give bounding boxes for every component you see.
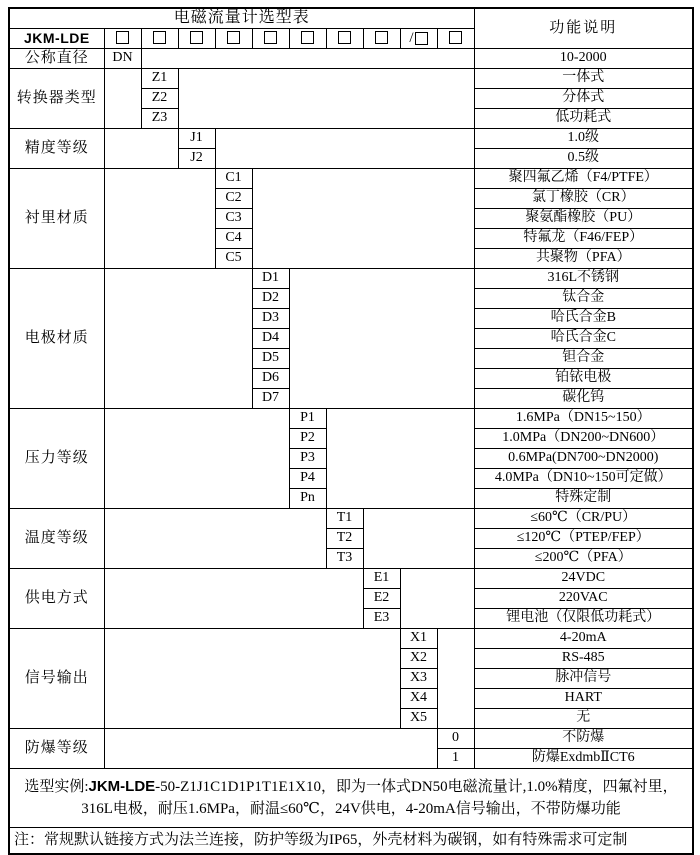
desc-cell: HART [474,689,693,709]
code-cell: X4 [400,689,437,709]
slash-separator: / [409,29,414,46]
checkbox-cell-9[interactable] [400,29,437,49]
example-row [9,769,693,828]
code-cell: D1 [252,269,289,289]
example-line1-rest: -50-Z1J1C1D1P1T1E1X10，即为一体式DN50电磁流量计,1.0%精度，四氟衬里， [155,778,678,795]
model-prefix: JKM-LDE [9,29,104,49]
spacer-cell [104,269,252,409]
code-cell: D5 [252,349,289,369]
category-label: 精度等级 [9,129,104,169]
desc-cell: 10-2000 [474,49,693,69]
spacer-cell [326,409,474,509]
code-cell: J1 [178,129,215,149]
spacer-cell [104,509,326,569]
desc-cell: 1.0MPa（DN200~DN600） [474,429,693,449]
code-cell: C1 [215,169,252,189]
spacer-cell [104,69,141,129]
desc-cell: 特氟龙（F46/FEP） [474,229,693,249]
code-cell: T2 [326,529,363,549]
example-model-code: JKM-LDE [88,777,156,795]
desc-cell: 共聚物（PFA） [474,249,693,269]
desc-cell: 碳化钨 [474,389,693,409]
desc-cell: 220VAC [474,589,693,609]
checkbox-icon[interactable] [116,31,129,44]
code-cell: T1 [326,509,363,529]
category-label: 供电方式 [9,569,104,629]
checkbox-cell-8[interactable] [363,29,400,49]
desc-cell: ≤200℃（PFA） [474,549,693,569]
spacer-cell [104,729,437,769]
category-label: 防爆等级 [9,729,104,769]
spacer-cell [363,509,474,569]
code-cell: Z1 [141,69,178,89]
category-label: 转换器类型 [9,69,104,129]
spacer-cell [104,569,363,629]
code-cell: X3 [400,669,437,689]
desc-cell: 哈氏合金B [474,309,693,329]
desc-cell: 钽合金 [474,349,693,369]
desc-cell: ≤120℃（PTEP/FEP） [474,529,693,549]
example-line-2: 316L电极，耐压1.6MPa，耐温≤60℃，24V供电，4-20mA信号输出，不带防爆功能 [81,800,621,817]
desc-cell: RS-485 [474,649,693,669]
checkbox-cell-10[interactable] [437,29,474,49]
spacer-cell [252,169,474,269]
example-line-1 [14,776,688,799]
desc-cell: 钛合金 [474,289,693,309]
desc-cell: 4-20mA [474,629,693,649]
spacer-cell [104,409,289,509]
selection-table [8,7,694,855]
spacer-cell [400,569,474,629]
table-row [9,129,693,149]
code-cell: C4 [215,229,252,249]
example-text [9,769,693,828]
category-label: 衬里材质 [9,169,104,269]
category-label: 公称直径 [9,49,104,69]
code-cell: C2 [215,189,252,209]
code-cell: C5 [215,249,252,269]
checkbox-icon[interactable] [190,31,203,44]
desc-cell: 低功耗式 [474,109,693,129]
code-cell: P2 [289,429,326,449]
code-cell: T3 [326,549,363,569]
note-row [9,828,693,855]
checkbox-cell-4[interactable] [215,29,252,49]
table-row [9,569,693,589]
spacer-cell [141,49,474,69]
table-row [9,49,693,69]
desc-cell: 特殊定制 [474,489,693,509]
desc-cell: 316L不锈钢 [474,269,693,289]
desc-cell: 1.6MPa（DN15~150） [474,409,693,429]
code-cell: P4 [289,469,326,489]
spacer-cell [104,129,178,169]
code-cell: DN [104,49,141,69]
checkbox-cell-1[interactable] [104,29,141,49]
desc-cell: 4.0MPa（DN10~150可定做） [474,469,693,489]
category-label: 电极材质 [9,269,104,409]
checkbox-icon[interactable] [301,31,314,44]
table-title: 电磁流量计选型表 [9,8,474,29]
checkbox-icon[interactable] [449,31,462,44]
spacer-cell [104,169,215,269]
desc-cell: 锂电池（仅限低功耗式） [474,609,693,629]
table-row [9,269,693,289]
desc-cell: 0.5级 [474,149,693,169]
code-cell: E2 [363,589,400,609]
desc-cell: 不防爆 [474,729,693,749]
desc-cell: 无 [474,709,693,729]
desc-cell: 防爆ExdmbⅡCT6 [474,749,693,769]
checkbox-cell-5[interactable] [252,29,289,49]
spacer-cell [215,129,474,169]
checkbox-cell-3[interactable] [178,29,215,49]
spacer-cell [178,69,474,129]
desc-cell: 氯丁橡胶（CR） [474,189,693,209]
category-label: 压力等级 [9,409,104,509]
code-cell: P1 [289,409,326,429]
table-row [9,169,693,189]
code-cell: P3 [289,449,326,469]
code-cell: Z3 [141,109,178,129]
note-text: 注：常规默认链接方式为法兰连接，防护等级为IP65，外壳材料为碳钢，如有特殊需求可定制 [9,828,693,855]
desc-cell: 1.0级 [474,129,693,149]
category-label: 温度等级 [9,509,104,569]
desc-cell: 一体式 [474,69,693,89]
example-prefix: 选型实例: [24,778,89,795]
checkbox-icon[interactable] [338,31,351,44]
desc-cell: 0.6MPa(DN700~DN2000) [474,449,693,469]
table-row [9,69,693,89]
spacer-cell [289,269,474,409]
code-cell: Pn [289,489,326,509]
table-row [9,409,693,429]
checkbox-icon[interactable] [227,31,240,44]
code-cell: C3 [215,209,252,229]
spacer-cell [437,629,474,729]
desc-cell: 铂铱电极 [474,369,693,389]
code-cell: E1 [363,569,400,589]
checkbox-cell-6[interactable] [289,29,326,49]
spacer-cell [104,629,400,729]
code-cell: 0 [437,729,474,749]
code-cell: 1 [437,749,474,769]
code-cell: X5 [400,709,437,729]
code-cell: D7 [252,389,289,409]
desc-cell: 聚四氟乙烯（F4/PTFE） [474,169,693,189]
checkbox-icon[interactable] [153,31,166,44]
desc-cell: 24VDC [474,569,693,589]
table-row [9,509,693,529]
checkbox-icon[interactable] [415,32,428,45]
code-cell: E3 [363,609,400,629]
code-cell: J2 [178,149,215,169]
code-cell: D2 [252,289,289,309]
desc-cell: 脉冲信号 [474,669,693,689]
desc-cell: 聚氨酯橡胶（PU） [474,209,693,229]
code-cell: D6 [252,369,289,389]
function-desc-header: 功能说明 [474,8,693,49]
code-cell: D4 [252,329,289,349]
checkbox-cell-2[interactable] [141,29,178,49]
code-cell: D3 [252,309,289,329]
checkbox-icon[interactable] [375,31,388,44]
checkbox-icon[interactable] [264,31,277,44]
code-cell: Z2 [141,89,178,109]
checkbox-cell-7[interactable] [326,29,363,49]
table-row [9,729,693,749]
table-row [9,629,693,649]
category-label: 信号输出 [9,629,104,729]
desc-cell: ≤60℃（CR/PU） [474,509,693,529]
desc-cell: 哈氏合金C [474,329,693,349]
code-cell: X2 [400,649,437,669]
code-cell: X1 [400,629,437,649]
desc-cell: 分体式 [474,89,693,109]
